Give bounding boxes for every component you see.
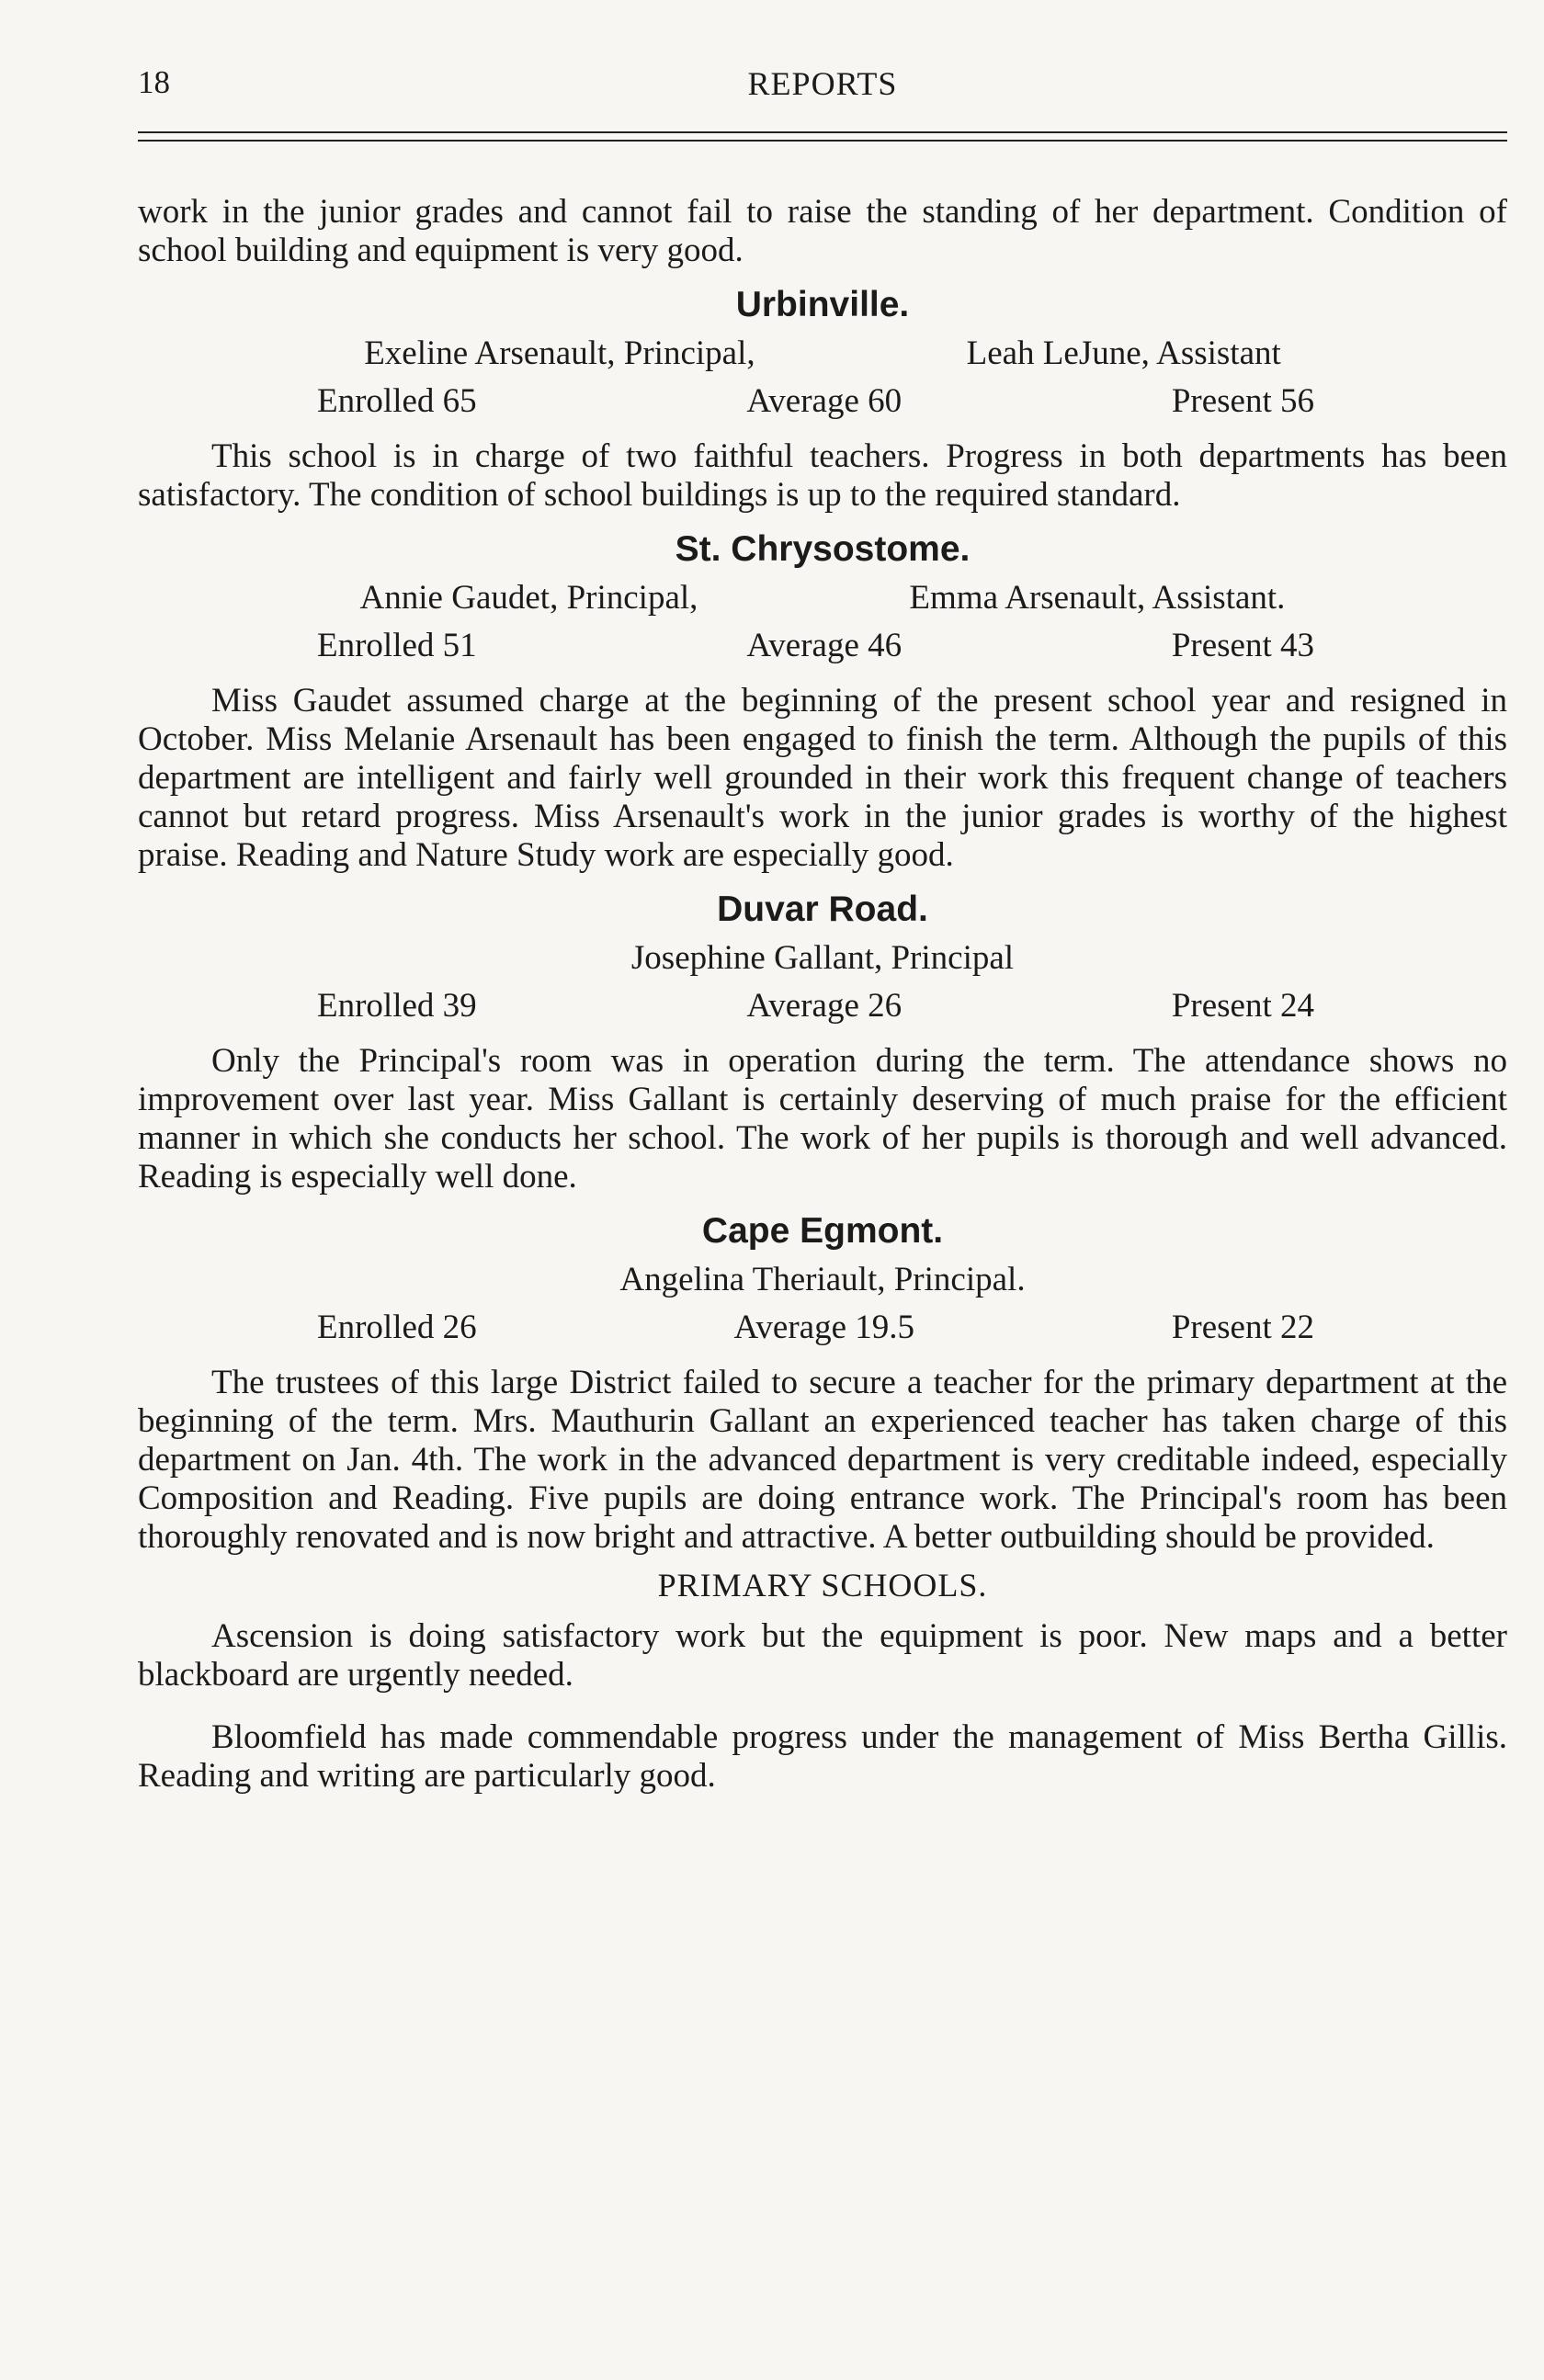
average-count: Average 60 bbox=[746, 382, 903, 420]
attendance-stats-st-chrysostome bbox=[138, 627, 1507, 665]
principal-name: Exeline Arsenault, Principal, bbox=[364, 334, 755, 372]
school-heading-urbinville: Urbinville. bbox=[735, 285, 910, 324]
staff-line-urbinville bbox=[138, 334, 1507, 373]
header-rule-bottom bbox=[138, 140, 1507, 142]
school-heading-duvar-road: Duvar Road. bbox=[717, 890, 928, 929]
intro-paragraph: work in the junior grades and cannot fail to raise the standing of her department. Condition of school building and equipment is very good. bbox=[138, 193, 1507, 269]
school-remarks-cape-egmont: The trustees of this large District failed to secure a teacher for the primary department at the beginning of the term. Mrs. Mauthurin Gallant an experienced teacher has taken charge of this department on Jan. 4th. The work in the advanced department is very creditable indeed, especially Composition and Reading. Five pupils are doing entrance work. The Principal's room has been thoroughly renovated and is now bright and attractive. A better outbuilding should be provided. bbox=[138, 1364, 1507, 1556]
present-count: Present 24 bbox=[1171, 987, 1314, 1025]
enrolled-count: Enrolled 39 bbox=[317, 987, 477, 1025]
principal-name: Angelina Theriault, Principal. bbox=[619, 1261, 1026, 1298]
enrolled-count: Enrolled 26 bbox=[317, 1309, 477, 1346]
primary-paragraph-bloomfield: Bloomfield has made commendable progress under the management of Miss Bertha Gillis. Reading and writing are particularly good. bbox=[138, 1718, 1507, 1795]
enrolled-count: Enrolled 51 bbox=[317, 627, 477, 664]
attendance-stats-cape-egmont bbox=[138, 1309, 1507, 1347]
page-header bbox=[138, 64, 1507, 110]
attendance-stats-duvar-road bbox=[138, 987, 1507, 1026]
average-count: Average 46 bbox=[746, 627, 903, 664]
staff-line-duvar-road bbox=[138, 939, 1507, 978]
primary-schools-heading: PRIMARY SCHOOLS. bbox=[657, 1567, 988, 1604]
staff-line-st-chrysostome bbox=[138, 579, 1507, 618]
report-body bbox=[138, 193, 1507, 1796]
average-count: Average 19.5 bbox=[733, 1309, 915, 1346]
staff-line-cape-egmont bbox=[138, 1261, 1507, 1299]
school-heading-cape-egmont: Cape Egmont. bbox=[701, 1211, 944, 1251]
school-remarks-urbinville: This school is in charge of two faithful teachers. Progress in both departments has been satisfactory. The condition of school buildings is up to the required standard. bbox=[138, 437, 1507, 514]
average-count: Average 26 bbox=[746, 987, 903, 1025]
page-number: 18 bbox=[138, 64, 170, 100]
assistant-name: Leah LeJune, Assistant bbox=[966, 334, 1281, 372]
principal-name: Annie Gaudet, Principal, bbox=[359, 579, 698, 617]
assistant-name: Emma Arsenault, Assistant. bbox=[909, 579, 1286, 617]
school-heading-st-chrysostome: St. Chrysostome. bbox=[675, 529, 971, 569]
attendance-stats-urbinville bbox=[138, 382, 1507, 421]
header-rule-top bbox=[138, 131, 1507, 133]
present-count: Present 56 bbox=[1171, 382, 1314, 420]
running-title: REPORTS bbox=[747, 65, 898, 102]
enrolled-count: Enrolled 65 bbox=[317, 382, 477, 420]
primary-paragraph-ascension: Ascension is doing satisfactory work but the equipment is poor. New maps and a better blackboard are urgently needed. bbox=[138, 1617, 1507, 1694]
principal-name: Josephine Gallant, Principal bbox=[630, 939, 1015, 977]
present-count: Present 22 bbox=[1171, 1309, 1314, 1346]
school-remarks-st-chrysostome: Miss Gaudet assumed charge at the beginning of the present school year and resigned in October. Miss Melanie Arsenault has been engaged to finish the term. Although the pupils of this department are intelligent and fairly well grounded in their work this frequent change of teachers cannot but retard progress. Miss Arsenault's work in the junior grades is worthy of the highest praise. Reading and Nature Study work are especially good. bbox=[138, 682, 1507, 874]
paragraph-spacer bbox=[138, 1694, 1507, 1718]
present-count: Present 43 bbox=[1171, 627, 1314, 664]
school-remarks-duvar-road: Only the Principal's room was in operation during the term. The attendance shows no improvement over last year. Miss Gallant is certainly deserving of much praise for the efficient manner in which she conducts her school. The work of her pupils is thorough and well advanced. Reading is especially well done. bbox=[138, 1042, 1507, 1196]
